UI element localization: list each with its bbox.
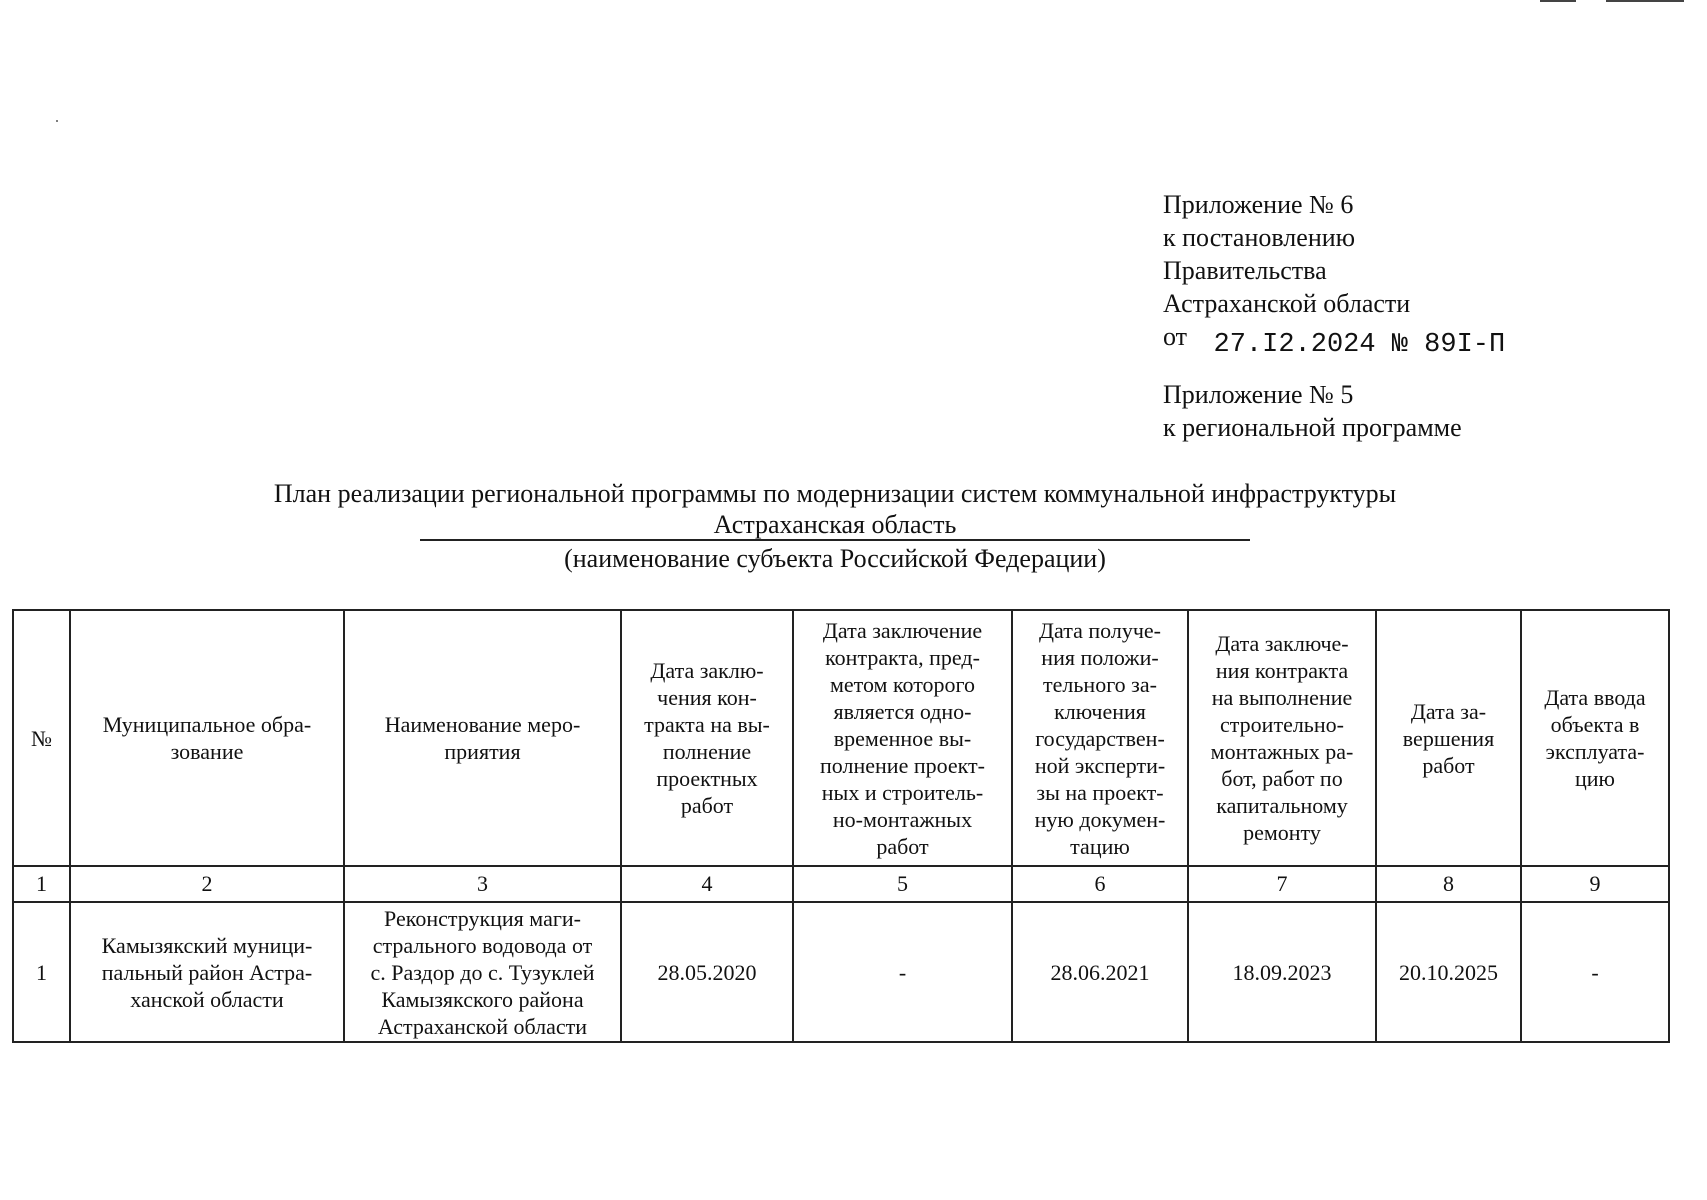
column-number: 7 [1188,866,1376,902]
column-header: Дата заключе- ния контракта на выполнение строительно- монтажных ра- бот, работ по капитальному ремонту [1188,610,1376,866]
document-title [120,478,1550,574]
appendix-line: Правительства [1163,256,1327,285]
column-header: Дата ввода объекта в эксплуата- цию [1521,610,1669,866]
subject-caption: (наименование субъекта Российской Федерации) [564,544,1106,573]
scan-artifact-mark [1540,0,1576,2]
column-header: Дата заклю- чения кон- тракта на вы- полнение проектных работ [621,610,793,866]
table-cell: 28.06.2021 [1012,902,1188,1042]
column-number: 5 [793,866,1012,902]
table-cell: 28.05.2020 [621,902,793,1042]
plan-title: План реализации региональной программы по модернизации систем коммунальной инфраструктуры [273,479,1397,508]
column-number: 3 [344,866,621,902]
resolution-date-line [1163,320,1683,360]
column-header: Дата за- вершения работ [1376,610,1521,866]
table-cell: 18.09.2023 [1188,902,1376,1042]
column-number: 8 [1376,866,1521,902]
appendix-line: Астраханской области [1163,289,1411,318]
table-header-row [13,610,1669,866]
resolution-date-stamp: 27.I2.2024 № 89I-П [1213,330,1506,360]
scan-artifact-mark [1606,0,1684,2]
table-cell: - [1521,902,1669,1042]
table-cell: Камызякский муници- пальный район Астра- ханской области [70,902,344,1042]
table-cell: Реконструкция маги- стрального водовода от с. Раздор до с. Тузуклей Камызякского района Астраханской области [344,902,621,1042]
column-number: 1 [13,866,70,902]
table-cell: - [793,902,1012,1042]
scan-artifact-dot [56,120,58,122]
program-appendix-line: к региональной программе [1163,413,1462,442]
column-header: Дата получе- ния положи- тельного за- ключения государствен- ной эксперти- зы на проект- ную докумен- тацию [1012,610,1188,866]
column-number: 6 [1012,866,1188,902]
column-number: 9 [1521,866,1669,902]
column-header: Муниципальное обра- зование [70,610,344,866]
appendix-header [1163,188,1683,444]
date-prefix: от [1163,322,1188,351]
table-cell: 20.10.2025 [1376,902,1521,1042]
program-appendix-line: Приложение № 5 [1163,380,1354,409]
column-number: 4 [621,866,793,902]
appendix-line: Приложение № 6 [1163,190,1354,219]
column-header: № [13,610,70,866]
table-cell: 1 [13,902,70,1042]
subject-name: Астраханская область [420,510,1250,541]
column-header: Наименование меро- приятия [344,610,621,866]
appendix-line: к постановлению [1163,223,1356,252]
table-row [13,902,1669,1042]
column-number-row [13,866,1669,902]
column-number: 2 [70,866,344,902]
column-header: Дата заключение контракта, пред- метом которого является одно- временное вы- полнение проект- ных и строитель- но-монтажных работ [793,610,1012,866]
implementation-plan-table [12,609,1670,1043]
